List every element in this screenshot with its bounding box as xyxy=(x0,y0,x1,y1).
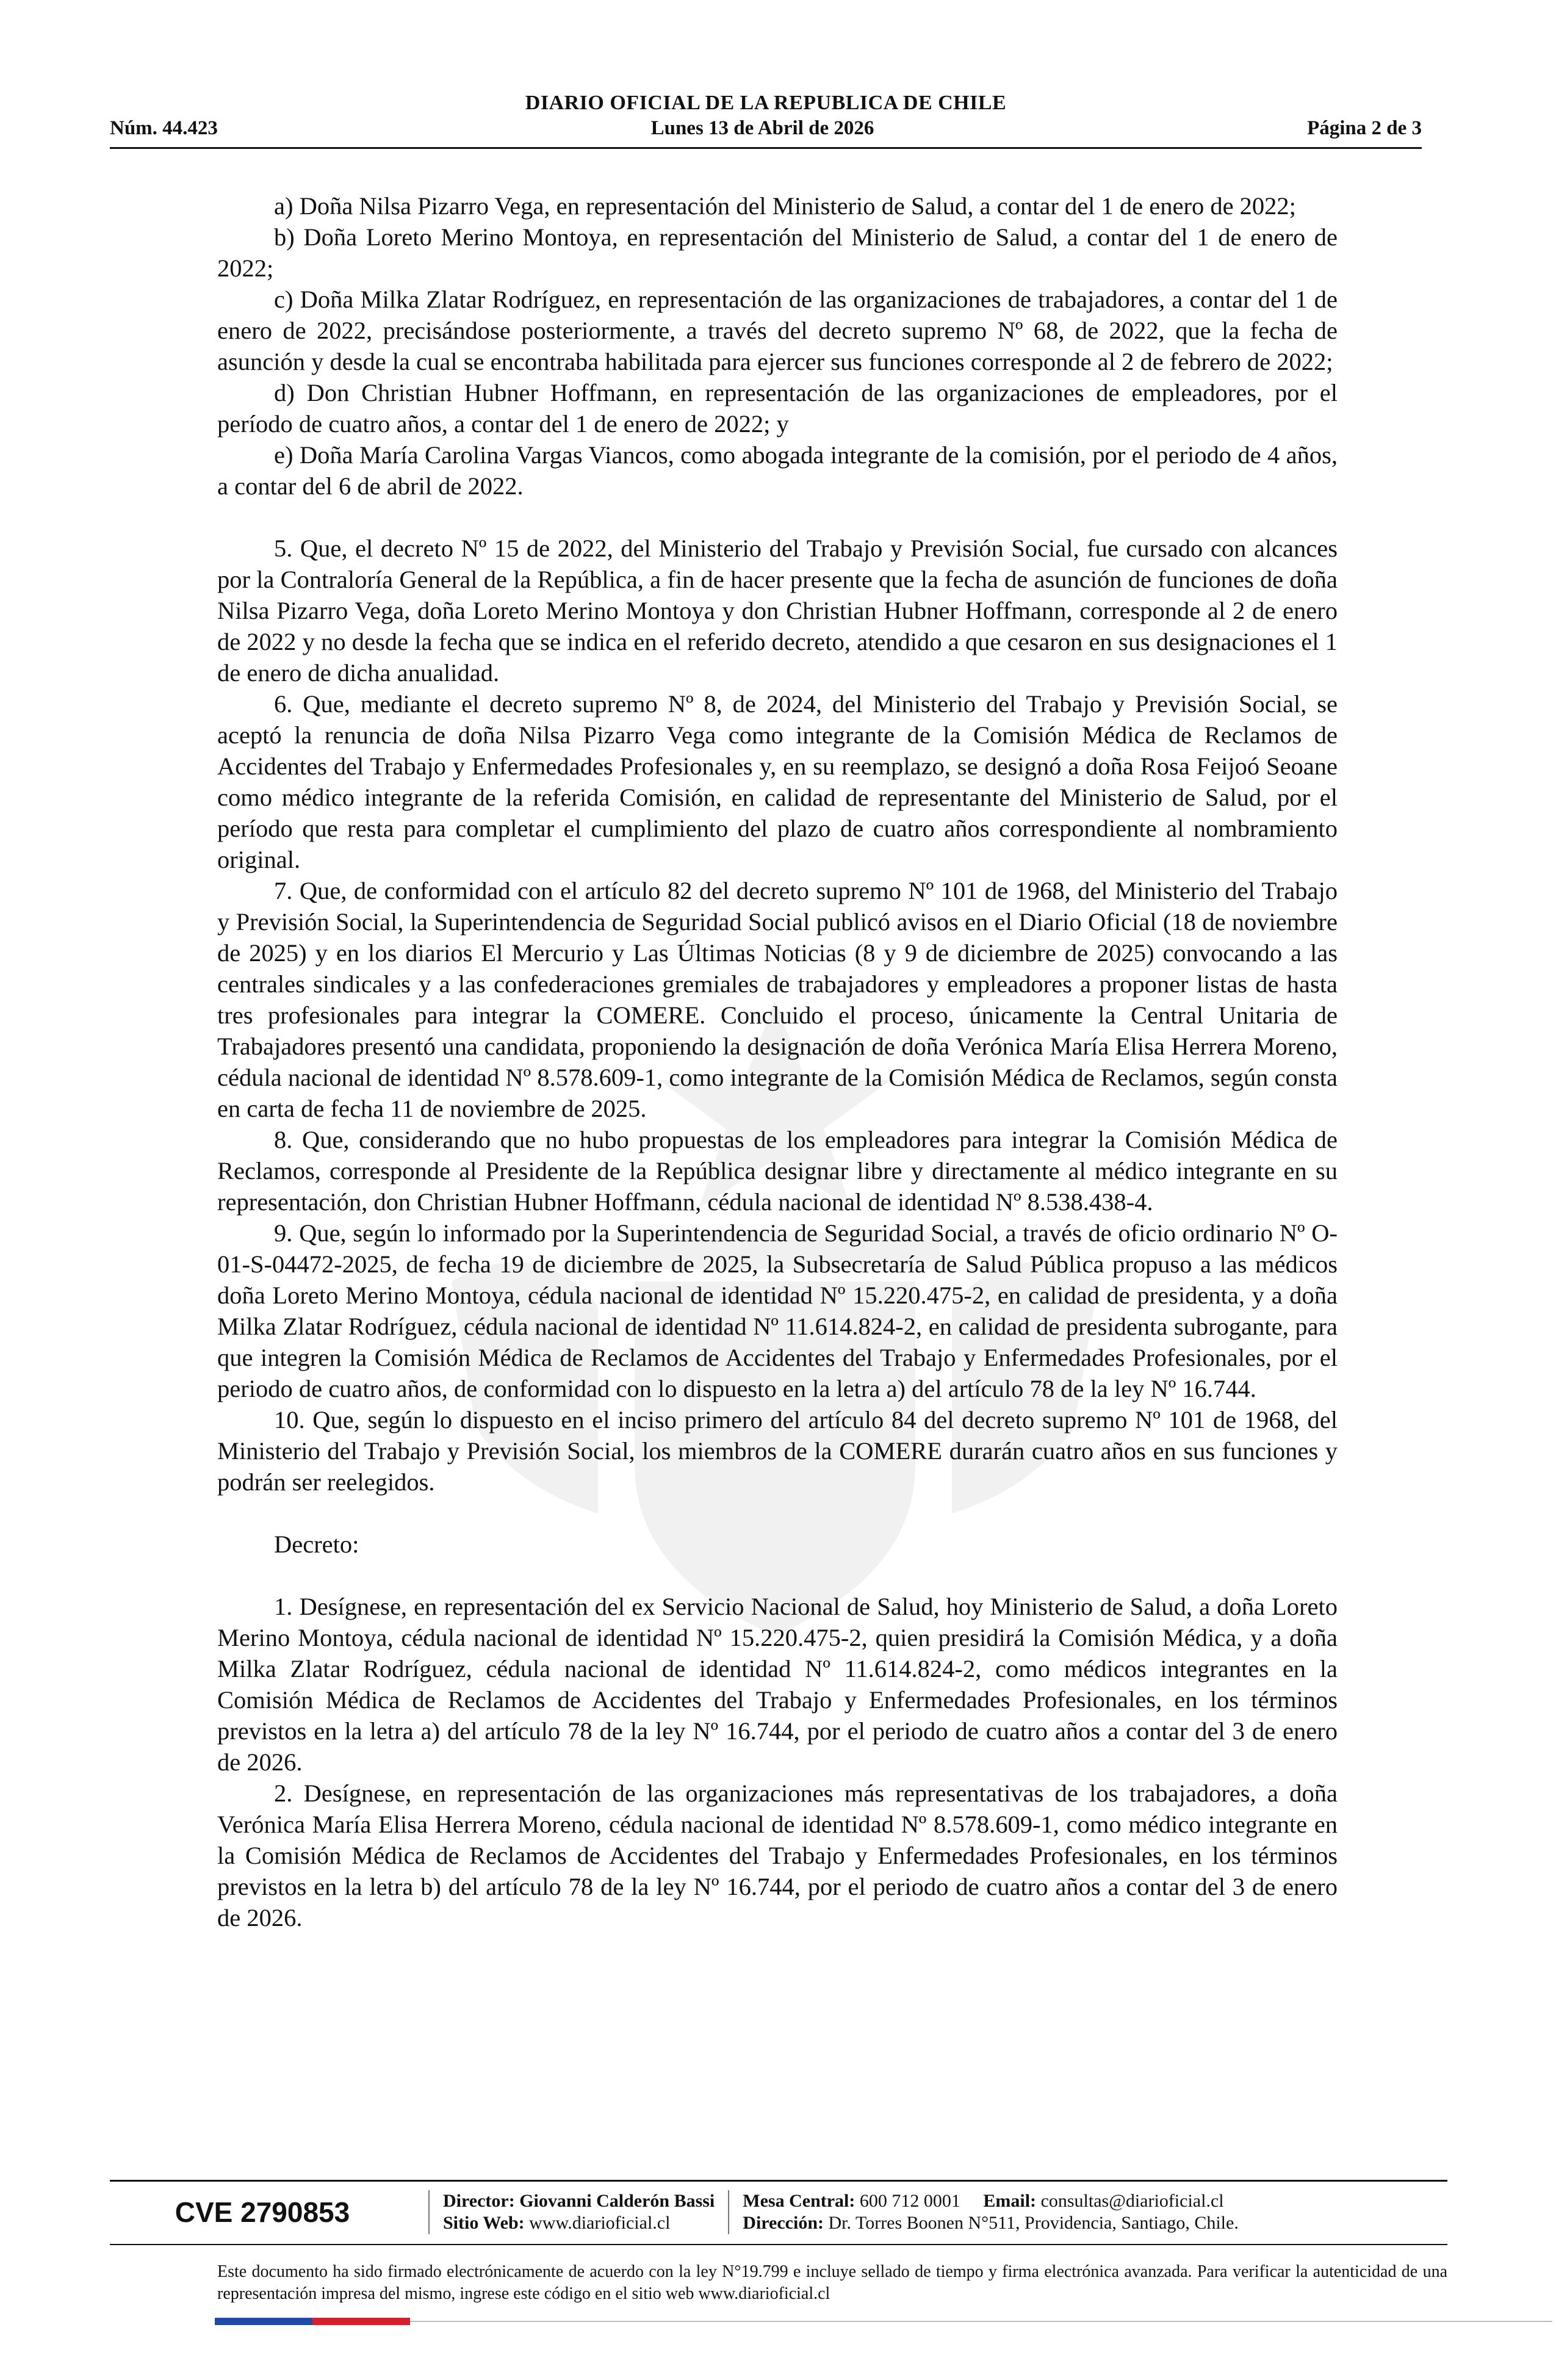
email-label: Email: xyxy=(983,2191,1037,2211)
paragraph-item-c: c) Doña Milka Zlatar Rodríguez, en representación de las organizaciones de trabajadores, a contar del 1 de enero de 2022, precisándose posteriormente, a través del decreto supremo Nº 68, de 2022, que la fecha de asunción y desde la cual se encontraba habilitada para ejercer sus funciones corresponde al 2 de febrero de 2022; xyxy=(217,286,1338,375)
decree-article-1: 1. Desígnese, en representación del ex Servicio Nacional de Salud, hoy Ministerio de Salud, a doña Loreto Merino Montoya, cédula nacional de identidad Nº 15.220.475-2, quien presidirá la Comisión Médica, y a doña Milka Zlatar Rodríguez, cédula nacional de identidad Nº 11.614.824-2, como médicos integrantes en la Comisión Médica de Reclamos de Accidentes del Trabajo y Enfermedades Profesionales, en los términos previstos en la letra a) del artículo 78 de la ley Nº 16.744, por el periodo de cuatro años a contar del 3 de enero de 2026. xyxy=(217,1593,1338,1776)
issue-date: Lunes 13 de Abril de 2026 xyxy=(650,117,874,139)
cve-code: CVE 2790853 xyxy=(175,2196,350,2228)
footer-mid-rule xyxy=(110,2244,1447,2245)
paragraph-6: 6. Que, mediante el decreto supremo Nº 8, de 2024, del Ministerio del Trabajo y Previsión Social, se aceptó la renuncia de doña Nilsa Pizarro Vega como integrante de la Comisión Médica de Reclamos de Accidentes del Trabajo y Enfermedades Profesionales y, en su reemplazo, se designó a doña Rosa Feijoó Seoane como médico integrante de la referida Comisión, en calidad de representante del Ministerio de Salud, por el período que resta para completar el cumplimiento del plazo de cuatro años correspondiente al nombramiento original. xyxy=(217,690,1338,873)
director-name: Giovanni Calderón Bassi xyxy=(519,2191,715,2211)
header-rule xyxy=(110,147,1422,149)
paragraph-item-d: d) Don Christian Hubner Hoffmann, en representación de las organizaciones de empleadores, por el período de cuatro años, a contar del 1 de enero de 2022; y xyxy=(217,379,1338,438)
flag-gray-line xyxy=(410,2321,1552,2322)
paragraph-item-b: b) Doña Loreto Merino Montoya, en representación del Ministerio de Salud, a contar del 1 de enero de 2022; xyxy=(217,223,1338,282)
header-meta-row xyxy=(110,117,1422,140)
legal-notice: Este documento ha sido firmado electrónicamente de acuerdo con la ley N°19.799 e incluye sellado de tiempo y firma electrónica avanzada. Para verificar la autenticidad de una representación impresa del mismo, ingrese este código en el sitio web www.diarioficial.cl xyxy=(217,2262,1447,2303)
address-label: Dirección: xyxy=(743,2213,824,2233)
mesa-label: Mesa Central: xyxy=(743,2191,855,2211)
flag-color-bar xyxy=(215,2318,1552,2325)
footer-contact-col xyxy=(743,2190,1239,2234)
document-body xyxy=(217,190,1338,1933)
address-text: Dr. Torres Boonen N°511, Providencia, Santiago, Chile. xyxy=(828,2213,1239,2233)
paragraph-8: 8. Que, considerando que no hubo propuestas de los empleadores para integrar la Comisión Médica de Reclamos, corresponde al Presidente de la República designar libre y directamente al médico integrante en su representación, don Christian Hubner Hoffmann, cédula nacional de identidad Nº 8.538.438-4. xyxy=(217,1126,1338,1216)
paragraph-10: 10. Que, según lo dispuesto en el inciso primero del artículo 84 del decreto supremo Nº 101 de 1968, del Ministerio del Trabajo y Previsión Social, los miembros de la COMERE durarán cuatro años en sus funciones y podrán ser reelegidos. xyxy=(217,1406,1338,1496)
paragraph-5: 5. Que, el decreto Nº 15 de 2022, del Ministerio del Trabajo y Previsión Social, fue cursado con alcances por la Contraloría General de la República, a fin de hacer presente que la fecha de asunción de funciones de doña Nilsa Pizarro Vega, doña Loreto Merino Montoya y don Christian Hubner Hoffmann, corresponde al 2 de enero de 2022 y no desde la fecha que se indica en el referido decreto, atendido a que cesaron en sus designaciones el 1 de enero de dicha anualidad. xyxy=(217,535,1338,687)
website-label: Sitio Web: xyxy=(443,2213,525,2233)
page-footer xyxy=(110,2180,1447,2305)
email-link[interactable]: consultas@diarioficial.cl xyxy=(1040,2191,1224,2211)
footer-director-col xyxy=(443,2190,715,2234)
footer-divider xyxy=(428,2190,430,2234)
footer-divider xyxy=(728,2190,729,2234)
issue-number: Núm. 44.423 xyxy=(110,117,218,139)
page-number: Página 2 de 3 xyxy=(1307,117,1422,139)
website-link[interactable]: www.diarioficial.cl xyxy=(529,2213,671,2233)
paragraph-7: 7. Que, de conformidad con el artículo 82 del decreto supremo Nº 101 de 1968, del Ministerio del Trabajo y Previsión Social, la Superintendencia de Seguridad Social publicó avisos en el Diario Oficial (18 de noviembre de 2025) y en los diarios El Mercurio y Las Últimas Noticias (8 y 9 de diciembre de 2025) convocando a las centrales sindicales y a las confederaciones gremiales de trabajadores y empleadores a proponer listas de hasta tres profesionales para integrar la COMERE. Concluido el proceso, únicamente la Central Unitaria de Trabajadores presentó una candidata, proponiendo la designación de doña Verónica María Elisa Herrera Moreno, cédula nacional de identidad Nº 8.578.609-1, como integrante de la Comisión Médica de Reclamos, según consta en carta de fecha 11 de noviembre de 2025. xyxy=(217,877,1338,1122)
gazette-title: DIARIO OFICIAL DE LA REPUBLICA DE CHILE xyxy=(525,92,1007,114)
flag-blue-segment xyxy=(215,2318,312,2325)
director-label: Director: xyxy=(443,2191,515,2211)
paragraph-9: 9. Que, según lo informado por la Superintendencia de Seguridad Social, a través de oficio ordinario Nº O-01-S-04472-2025, de fecha 19 de diciembre de 2025, la Subsecretaría de Salud Pública propuso a las médicos doña Loreto Merino Montoya, cédula nacional de identidad Nº 15.220.475-2, en calidad de presidenta, y a doña Milka Zlatar Rodríguez, cédula nacional de identidad Nº 11.614.824-2, en calidad de presidenta subrogante, para que integren la Comisión Médica de Reclamos de Accidentes del Trabajo y Enfermedades Profesionales, por el periodo de cuatro años, de conformidad con lo dispuesto en la letra a) del artículo 78 de la ley Nº 16.744. xyxy=(217,1219,1338,1402)
page-header xyxy=(110,92,1422,149)
decree-article-2: 2. Desígnese, en representación de las organizaciones más representativas de los trabajadores, a doña Verónica María Elisa Herrera Moreno, cédula nacional de identidad Nº 8.578.609-1, como médico integrante en la Comisión Médica de Reclamos de Accidentes del Trabajo y Enfermedades Profesionales, en los términos previstos en la letra b) del artículo 78 de la ley Nº 16.744, por el periodo de cuatro años a contar del 3 de enero de 2026. xyxy=(217,1780,1338,1931)
paragraph-item-e: e) Doña María Carolina Vargas Viancos, como abogada integrante de la comisión, por el periodo de 4 años, a contar del 6 de abril de 2022. xyxy=(217,441,1338,500)
decreto-heading: Decreto: xyxy=(274,1531,359,1558)
mesa-phone: 600 712 0001 xyxy=(859,2191,960,2211)
footer-info-band xyxy=(110,2182,1447,2243)
flag-red-segment xyxy=(312,2318,410,2325)
paragraph-item-a: a) Doña Nilsa Pizarro Vega, en representación del Ministerio de Salud, a contar del 1 de enero de 2022; xyxy=(274,192,1296,220)
